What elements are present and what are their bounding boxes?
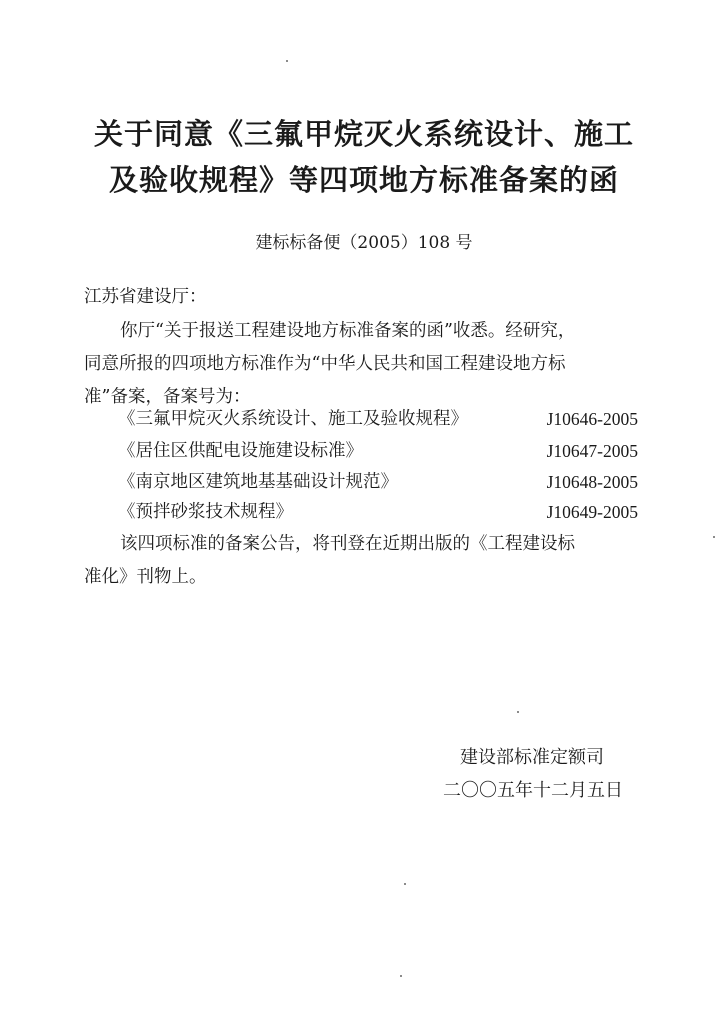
standard-title: 《居住区供配电设施建设标准》 — [118, 441, 363, 461]
scan-speck — [400, 975, 402, 977]
scan-speck — [286, 60, 288, 62]
document-title-line-1: 关于同意《三氟甲烷灭火系统设计、施工 — [93, 117, 634, 151]
scan-speck — [713, 536, 715, 538]
scan-speck — [404, 883, 406, 885]
standard-row — [118, 501, 638, 525]
signature-date: 二〇〇五年十二月五日 — [443, 780, 623, 801]
standard-code: J10646-2005 — [546, 409, 638, 429]
document-number: 建标标备便（2005）108 号 — [255, 233, 473, 253]
paragraph-1-line-1: 你厅“关于报送工程建设地方标准备案的函”收悉。经研究， — [120, 321, 576, 341]
standard-code: J10647-2005 — [546, 441, 638, 461]
signer: 建设部标准定额司 — [460, 747, 604, 768]
paragraph-1-line-2: 同意所报的四项地方标准作为“中华人民共和国工程建设地方标 — [84, 354, 566, 374]
paragraph-2-line-1: 该四项标准的备案公告，将刊登在近期出版的《工程建设标 — [120, 534, 575, 554]
paragraph-1-line-3: 准”备案，备案号为： — [84, 387, 251, 407]
standard-title: 《南京地区建筑地基基础设计规范》 — [118, 472, 398, 492]
salutation: 江苏省建设厅： — [84, 287, 207, 307]
standard-code: J10649-2005 — [546, 502, 638, 522]
standard-title: 《三氟甲烷灭火系统设计、施工及验收规程》 — [118, 409, 468, 429]
standard-row — [118, 408, 638, 432]
standard-row — [118, 440, 638, 464]
standard-code: J10648-2005 — [546, 472, 638, 492]
standard-row — [118, 471, 638, 495]
document-title-line-2: 及验收规程》等四项地方标准备案的函 — [108, 163, 619, 197]
standard-title: 《预拌砂浆技术规程》 — [118, 502, 293, 522]
scan-speck — [517, 711, 519, 713]
paragraph-2-line-2: 准化》刊物上。 — [84, 567, 207, 587]
